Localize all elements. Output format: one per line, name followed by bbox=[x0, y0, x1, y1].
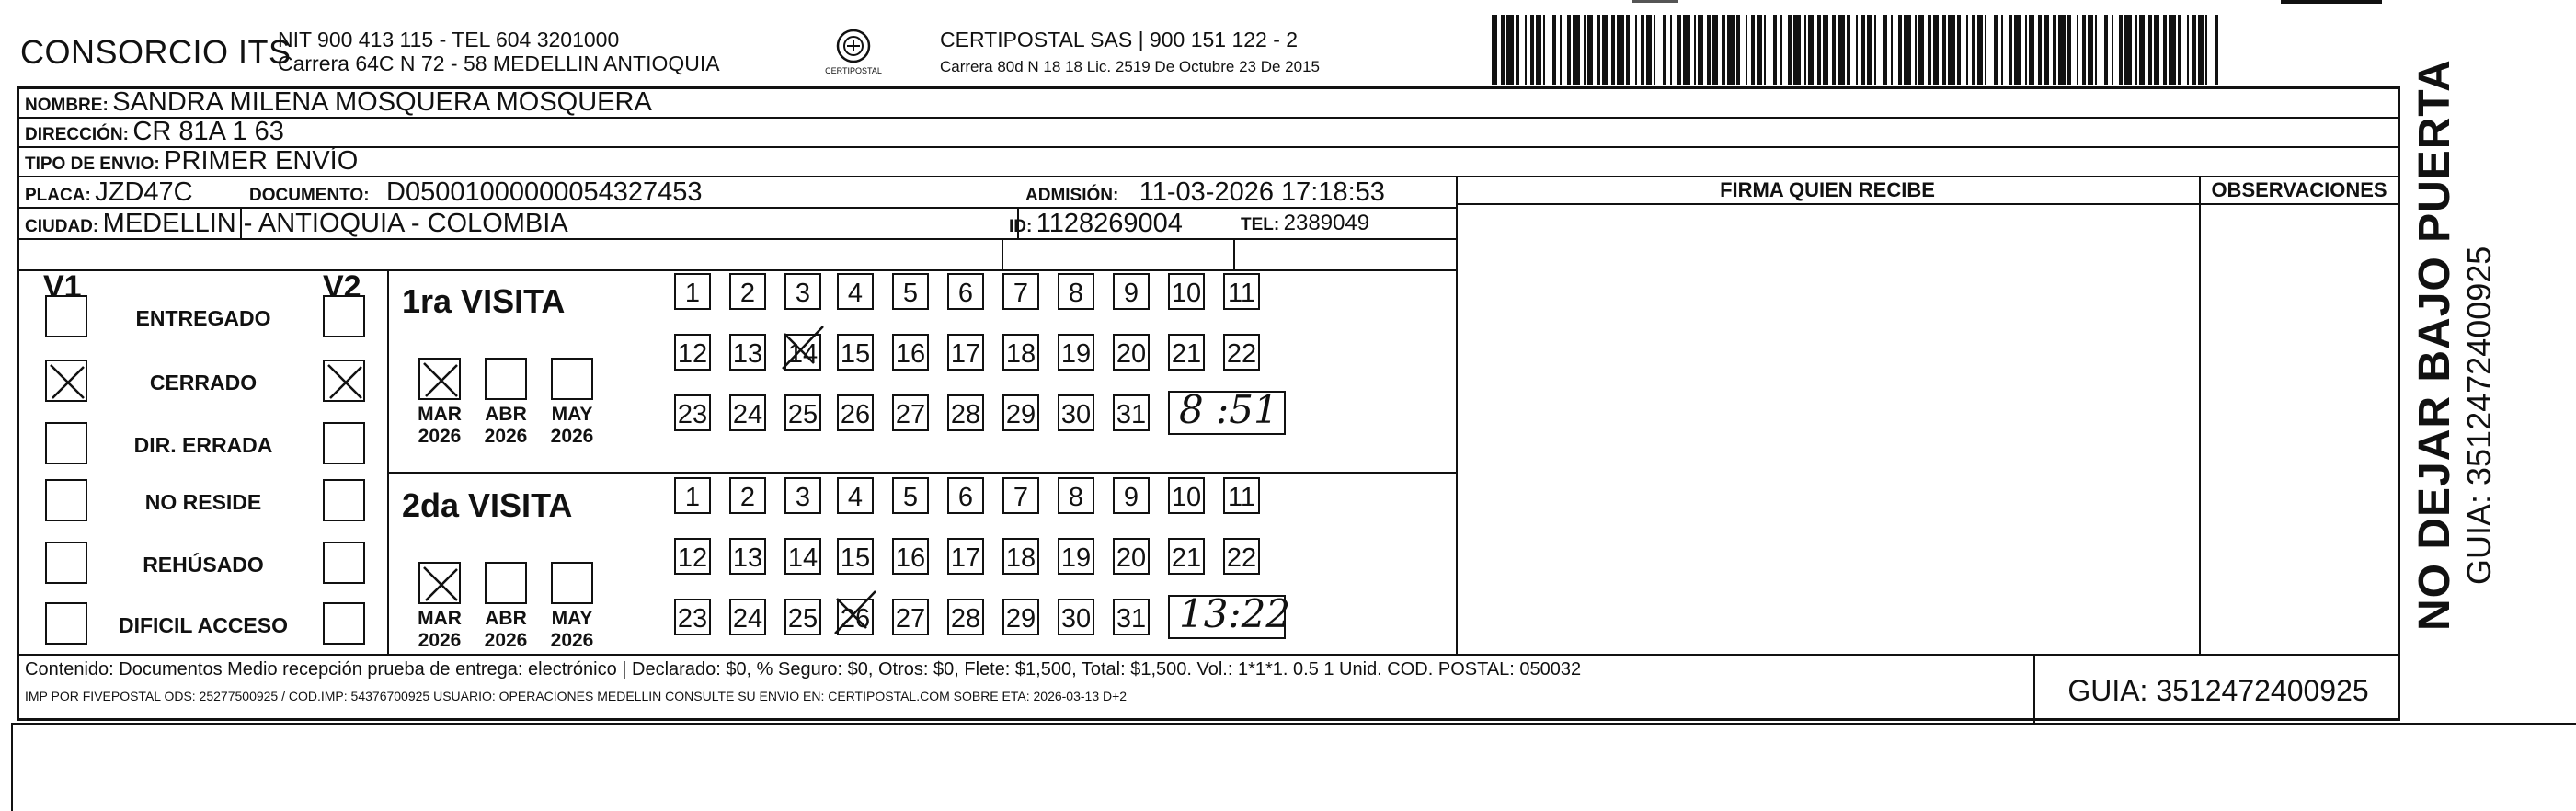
barcode-bar bbox=[1611, 15, 1615, 85]
id-label: ID: bbox=[1009, 217, 1033, 236]
barcode-bar bbox=[1736, 15, 1740, 85]
barcode-bar bbox=[2178, 15, 2181, 85]
day-box[interactable]: 13 bbox=[729, 334, 766, 371]
barcode-bar bbox=[1654, 15, 1655, 85]
barcode-bar bbox=[1856, 15, 1858, 85]
nit-line: NIT 900 413 115 - TEL 604 3201000 bbox=[278, 28, 620, 51]
barcode-bar bbox=[1764, 15, 1766, 85]
barcode-bar bbox=[2169, 15, 2176, 85]
month-label bbox=[407, 608, 472, 652]
day-box[interactable]: 3 bbox=[784, 477, 821, 514]
month-name: ABR bbox=[485, 608, 527, 629]
day-box[interactable]: 15 bbox=[837, 538, 874, 575]
handwritten-time-box[interactable] bbox=[1168, 387, 1286, 435]
barcode-bar bbox=[2044, 15, 2049, 85]
barcode-bar bbox=[1567, 15, 1571, 85]
documento-label: DOCUMENTO: bbox=[249, 186, 370, 205]
tipo-value: PRIMER ENVÍO bbox=[164, 146, 359, 176]
status-v1-checkbox[interactable] bbox=[45, 542, 87, 584]
barcode-bar bbox=[1847, 15, 1850, 85]
barcode-bar bbox=[1942, 15, 1946, 85]
barcode-bar bbox=[1933, 15, 1939, 85]
day-box[interactable]: 22 bbox=[1223, 334, 1260, 371]
day-box[interactable]: 20 bbox=[1113, 538, 1150, 575]
strike-mark-icon bbox=[777, 321, 832, 376]
barcode-bar bbox=[2082, 15, 2086, 85]
barcode-bar bbox=[1867, 15, 1872, 85]
barcode-bar bbox=[2192, 15, 2196, 85]
status-v1-checkbox[interactable] bbox=[45, 479, 87, 521]
day-box[interactable]: 27 bbox=[892, 599, 929, 635]
barcode-bar bbox=[1530, 15, 1534, 85]
barcode-bar bbox=[1712, 15, 1718, 85]
barcode-bar bbox=[2119, 15, 2123, 85]
barcode-bar bbox=[1727, 15, 1735, 85]
day-box[interactable]: 25 bbox=[784, 394, 821, 431]
day-box[interactable]: 5 bbox=[892, 477, 929, 514]
barcode-bar bbox=[1957, 15, 1961, 85]
barcode-bar bbox=[1915, 15, 1917, 85]
day-box[interactable]: 27 bbox=[892, 394, 929, 431]
status-label: ENTREGADO bbox=[135, 306, 271, 330]
status-v1-checkbox[interactable] bbox=[45, 295, 87, 337]
certipostal-logo bbox=[809, 28, 898, 79]
barcode-bar bbox=[1670, 15, 1672, 85]
strike-mark-icon bbox=[830, 586, 885, 641]
barcode-bar bbox=[1757, 15, 1762, 85]
day-box[interactable]: 1 bbox=[674, 273, 711, 310]
direccion-row bbox=[25, 117, 284, 147]
barcode-bar bbox=[1804, 15, 1806, 85]
barcode-bar bbox=[1663, 15, 1666, 85]
documento-value: D05001000000054327453 bbox=[386, 177, 703, 207]
status-v2-checkbox[interactable] bbox=[323, 602, 365, 645]
barcode-bar bbox=[2009, 15, 2012, 85]
barcode-bar bbox=[1773, 15, 1777, 85]
day-box[interactable]: 16 bbox=[892, 538, 929, 575]
barcode-bar bbox=[1891, 15, 1893, 85]
month-label bbox=[407, 404, 472, 448]
barcode-bar bbox=[1861, 15, 1865, 85]
barcode-bar bbox=[1722, 15, 1725, 85]
barcode-bar bbox=[1536, 15, 1541, 85]
admision-value: 11-03-2026 17:18:53 bbox=[1139, 177, 1385, 207]
barcode-bar bbox=[2067, 15, 2071, 85]
day-box[interactable]: 16 bbox=[892, 334, 929, 371]
barcode-bar bbox=[1597, 15, 1600, 85]
barcode-bar bbox=[1977, 15, 1983, 85]
month-name: MAY bbox=[551, 404, 593, 425]
barcode-bar bbox=[1883, 15, 1887, 85]
day-box[interactable]: 5 bbox=[892, 273, 929, 310]
barcode-bar bbox=[1516, 15, 1519, 85]
barcode-bar bbox=[1832, 15, 1836, 85]
visit-title: 2da VISITA bbox=[402, 486, 573, 524]
barcode-bar bbox=[2025, 15, 2027, 85]
barcode-bar bbox=[1898, 15, 1902, 85]
barcode-bar bbox=[1823, 15, 1828, 85]
barcode-bar bbox=[1492, 15, 1497, 85]
barcode-bar bbox=[2095, 15, 2097, 85]
barcode-bar bbox=[1838, 15, 1845, 85]
barcode-bar bbox=[1646, 15, 1652, 85]
handwritten-time-box[interactable] bbox=[1168, 591, 1291, 639]
barcode-bar bbox=[1817, 15, 1821, 85]
rule bbox=[1456, 203, 2398, 205]
day-box[interactable]: 9 bbox=[1113, 477, 1150, 514]
month-checkbox[interactable] bbox=[418, 562, 461, 604]
day-box[interactable]: 6 bbox=[947, 477, 984, 514]
day-box[interactable]: 8 bbox=[1058, 273, 1094, 310]
day-box[interactable]: 11 bbox=[1223, 477, 1260, 514]
firma-header: FIRMA QUIEN RECIBE bbox=[1720, 178, 1935, 201]
day-box[interactable]: 24 bbox=[729, 394, 766, 431]
barcode-bar bbox=[1985, 15, 1986, 85]
day-box[interactable]: 3 bbox=[784, 273, 821, 310]
barcode-bar bbox=[1617, 15, 1624, 85]
barcode-bar bbox=[1972, 15, 1975, 85]
day-box[interactable]: 31 bbox=[1113, 599, 1150, 635]
observaciones-header: OBSERVACIONES bbox=[2211, 178, 2387, 201]
ciudad-cell bbox=[25, 209, 568, 239]
barcode-bar bbox=[2187, 15, 2189, 85]
barcode-bar bbox=[1602, 15, 1608, 85]
status-label: DIFICIL ACCESO bbox=[118, 613, 288, 637]
barcode-bar bbox=[2154, 15, 2159, 85]
edge-mark bbox=[1632, 0, 1678, 6]
day-box[interactable]: 11 bbox=[1223, 273, 1260, 310]
day-box[interactable]: 26 bbox=[837, 394, 874, 431]
rule bbox=[19, 146, 2398, 148]
checkmark-x-icon bbox=[325, 361, 367, 404]
month-checkbox[interactable] bbox=[485, 358, 527, 400]
month-label bbox=[540, 404, 604, 448]
barcode-bar bbox=[2205, 15, 2207, 85]
barcode-bar bbox=[1694, 15, 1696, 85]
v1-label: V1 bbox=[43, 269, 82, 304]
header bbox=[0, 0, 2576, 87]
day-box[interactable]: 10 bbox=[1168, 477, 1205, 514]
observaciones-area[interactable] bbox=[2203, 207, 2396, 652]
day-box[interactable]: 2 bbox=[729, 273, 766, 310]
barcode-bar bbox=[2163, 15, 2167, 85]
delivery-form bbox=[17, 86, 2400, 721]
rule bbox=[1233, 238, 1235, 269]
day-box[interactable]: 26 bbox=[837, 599, 874, 635]
certipostal-address: Carrera 80d N 18 18 Lic. 2519 De Octubre 23 De 2015 bbox=[940, 58, 1320, 75]
day-box[interactable]: 12 bbox=[674, 334, 711, 371]
barcode-bar bbox=[1573, 15, 1580, 85]
status-label: DIR. ERRADA bbox=[133, 433, 273, 457]
side-text bbox=[2410, 59, 2499, 631]
status-label: REHÚSADO bbox=[143, 553, 264, 577]
rule bbox=[19, 654, 2398, 656]
barcode-bar bbox=[1874, 15, 1876, 85]
barcode-bar bbox=[1525, 15, 1527, 85]
placa-cell bbox=[25, 177, 193, 208]
day-box[interactable]: 14 bbox=[784, 538, 821, 575]
barcode-bar bbox=[1641, 15, 1644, 85]
signature-area[interactable] bbox=[1460, 207, 2197, 652]
barcode-bar bbox=[2001, 15, 2003, 85]
day-box[interactable]: 2 bbox=[729, 477, 766, 514]
nombre-label: NOMBRE: bbox=[25, 96, 109, 115]
imp-text: IMP POR FIVEPOSTAL ODS: 25277500925 / COD.IMP: 54376700925 USUARIO: OPERACIONES MEDELLIN CONSULTE SU ENVIO EN: CERTIPOSTAL.COM SOBRE ETA: 2026-03-13 D+2 bbox=[25, 689, 1128, 703]
barcode-bar bbox=[1587, 15, 1593, 85]
ciudad-label: CIUDAD: bbox=[25, 217, 99, 236]
day-box[interactable]: 31 bbox=[1113, 394, 1150, 431]
barcode-bar bbox=[2215, 15, 2218, 85]
edge-mark bbox=[2281, 0, 2382, 9]
handwritten-time: 8 :51 bbox=[1179, 387, 1278, 432]
rule bbox=[2398, 176, 2399, 654]
month-year: 2026 bbox=[550, 630, 594, 651]
day-box[interactable]: 8 bbox=[1058, 477, 1094, 514]
day-box[interactable]: 29 bbox=[1002, 599, 1039, 635]
status-v2-checkbox[interactable] bbox=[323, 542, 365, 584]
v2-label: V2 bbox=[323, 269, 361, 304]
barcode-bar bbox=[1746, 15, 1747, 85]
month-year: 2026 bbox=[418, 630, 462, 651]
day-box[interactable]: 13 bbox=[729, 538, 766, 575]
barcode-bar bbox=[1683, 15, 1690, 85]
contenido-text: Contenido: Documentos Medio recepción prueba de entrega: electrónico | Declarado: $0, % Seguro: $0, Otros: $0, Flete: $1,500, Total: $1,500. Vol.: 1*1*1. 0.5 1 Unid. COD. POSTAL: 050032 bbox=[25, 659, 1582, 680]
month-checkbox[interactable] bbox=[551, 358, 593, 400]
day-box[interactable]: 4 bbox=[837, 273, 874, 310]
status-v2-checkbox[interactable] bbox=[323, 295, 365, 337]
barcode-bar bbox=[2198, 15, 2204, 85]
handwritten-time: 13:22 bbox=[1179, 591, 1291, 636]
barcode bbox=[1492, 15, 2227, 85]
month-checkbox[interactable] bbox=[485, 562, 527, 604]
admision-label: ADMISIÓN: bbox=[1025, 186, 1119, 205]
logo-caption: CERTIPOSTAL bbox=[825, 66, 882, 75]
address-line: Carrera 64C N 72 - 58 MEDELLIN ANTIOQUIA bbox=[278, 51, 720, 75]
day-box[interactable]: 21 bbox=[1168, 334, 1205, 371]
barcode-bar bbox=[2124, 15, 2132, 85]
month-label bbox=[540, 608, 604, 652]
barcode-bar bbox=[2088, 15, 2093, 85]
barcode-bar bbox=[1677, 15, 1681, 85]
barcode-bar bbox=[1918, 15, 1924, 85]
barcode-bar bbox=[1904, 15, 1911, 85]
month-label bbox=[474, 404, 538, 448]
day-box[interactable]: 24 bbox=[729, 599, 766, 635]
day-box[interactable]: 12 bbox=[674, 538, 711, 575]
barcode-bar bbox=[2029, 15, 2034, 85]
barcode-bar bbox=[2112, 15, 2113, 85]
tipo-row bbox=[25, 146, 358, 177]
documento-cell bbox=[249, 177, 703, 208]
barcode-bar bbox=[1584, 15, 1586, 85]
day-box[interactable]: 14 bbox=[784, 334, 821, 371]
status-v1-checkbox[interactable] bbox=[45, 602, 87, 645]
id-cell bbox=[1009, 209, 1183, 239]
day-box[interactable]: 19 bbox=[1058, 538, 1094, 575]
logo-icon bbox=[809, 28, 898, 68]
status-v2-checkbox[interactable] bbox=[323, 479, 365, 521]
checkmark-x-icon bbox=[420, 360, 463, 402]
status-v1-checkbox[interactable] bbox=[45, 360, 87, 402]
day-box[interactable]: 22 bbox=[1223, 538, 1260, 575]
no-dejar-bajo-puerta: NO DEJAR BAJO PUERTA bbox=[2410, 59, 2459, 631]
day-box[interactable]: 28 bbox=[947, 599, 984, 635]
tel-cell bbox=[1241, 211, 1369, 236]
direccion-label: DIRECCIÓN: bbox=[25, 125, 129, 144]
barcode-bar bbox=[2038, 15, 2042, 85]
barcode-bar bbox=[1501, 15, 1505, 85]
day-box[interactable]: 29 bbox=[1002, 394, 1039, 431]
side-guia: GUIA: 3512472400925 bbox=[2460, 246, 2498, 585]
day-box[interactable]: 20 bbox=[1113, 334, 1150, 371]
visit-title: 1ra VISITA bbox=[402, 282, 566, 320]
certipostal-line: CERTIPOSTAL SAS | 900 151 122 - 2 bbox=[940, 28, 1299, 51]
rule bbox=[2033, 654, 2035, 724]
day-box[interactable]: 17 bbox=[947, 334, 984, 371]
day-box[interactable]: 1 bbox=[674, 477, 711, 514]
rule bbox=[1456, 176, 1458, 654]
nombre-row bbox=[25, 87, 652, 118]
day-box[interactable]: 9 bbox=[1113, 273, 1150, 310]
checkmark-x-icon bbox=[420, 564, 463, 606]
month-name: ABR bbox=[485, 404, 527, 425]
id-value: 1128269004 bbox=[1036, 209, 1183, 238]
paper-edge bbox=[11, 723, 2576, 811]
barcode-bar bbox=[1751, 15, 1755, 85]
day-box[interactable]: 30 bbox=[1058, 394, 1094, 431]
month-year: 2026 bbox=[418, 426, 462, 447]
tipo-label: TIPO DE ENVIO: bbox=[25, 154, 160, 174]
status-label: NO RESIDE bbox=[144, 490, 262, 514]
day-box[interactable]: 7 bbox=[1002, 477, 1039, 514]
barcode-bar bbox=[1560, 15, 1562, 85]
barcode-bar bbox=[1626, 15, 1630, 85]
barcode-bar bbox=[1788, 15, 1792, 85]
day-box[interactable]: 23 bbox=[674, 394, 711, 431]
status-v2-checkbox[interactable] bbox=[323, 360, 365, 402]
month-year: 2026 bbox=[484, 426, 528, 447]
barcode-bar bbox=[2014, 15, 2021, 85]
day-box[interactable]: 30 bbox=[1058, 599, 1094, 635]
month-checkbox[interactable] bbox=[551, 562, 593, 604]
barcode-bar bbox=[1707, 15, 1711, 85]
month-label bbox=[474, 608, 538, 652]
rule bbox=[387, 269, 389, 654]
company-info bbox=[278, 28, 720, 75]
day-box[interactable]: 28 bbox=[947, 394, 984, 431]
barcode-bar bbox=[1635, 15, 1637, 85]
barcode-bar bbox=[2104, 15, 2108, 85]
day-box[interactable]: 4 bbox=[837, 477, 874, 514]
barcode-bar bbox=[1552, 15, 1556, 85]
day-box[interactable]: 23 bbox=[674, 599, 711, 635]
barcode-bar bbox=[1808, 15, 1814, 85]
month-year: 2026 bbox=[550, 426, 594, 447]
day-box[interactable]: 18 bbox=[1002, 334, 1039, 371]
barcode-bar bbox=[2148, 15, 2152, 85]
month-year: 2026 bbox=[484, 630, 528, 651]
status-label: CERRADO bbox=[149, 371, 258, 394]
month-name: MAR bbox=[418, 404, 462, 425]
barcode-bar bbox=[1994, 15, 1998, 85]
barcode-bar bbox=[1543, 15, 1545, 85]
placa-value: JZD47C bbox=[95, 177, 193, 207]
day-box[interactable]: 19 bbox=[1058, 334, 1094, 371]
status-v2-checkbox[interactable] bbox=[323, 422, 365, 464]
company-name: CONSORCIO ITS bbox=[20, 33, 292, 71]
rule bbox=[19, 269, 1456, 271]
tel-value: 2389049 bbox=[1283, 211, 1370, 235]
barcode-bar bbox=[2077, 15, 2078, 85]
nombre-value: SANDRA MILENA MOSQUERA MOSQUERA bbox=[112, 87, 652, 117]
day-box[interactable]: 10 bbox=[1168, 273, 1205, 310]
barcode-bar bbox=[1780, 15, 1782, 85]
rule bbox=[1002, 238, 1003, 269]
day-box[interactable]: 25 bbox=[784, 599, 821, 635]
barcode-bar bbox=[1506, 15, 1514, 85]
barcode-bar bbox=[2139, 15, 2145, 85]
day-box[interactable]: 7 bbox=[1002, 273, 1039, 310]
barcode-bar bbox=[1793, 15, 1801, 85]
certipostal-info bbox=[940, 26, 1320, 81]
day-box[interactable]: 18 bbox=[1002, 538, 1039, 575]
rule bbox=[387, 472, 1456, 474]
status-v1-checkbox[interactable] bbox=[45, 422, 87, 464]
barcode-bar bbox=[2058, 15, 2066, 85]
barcode-bar bbox=[2135, 15, 2137, 85]
month-name: MAY bbox=[551, 608, 593, 629]
day-box[interactable]: 6 bbox=[947, 273, 984, 310]
month-checkbox[interactable] bbox=[418, 358, 461, 400]
barcode-bar bbox=[1698, 15, 1703, 85]
month-name: MAR bbox=[418, 608, 462, 629]
barcode-bar bbox=[1928, 15, 1931, 85]
admision-cell bbox=[1025, 177, 1385, 208]
ciudad-value: MEDELLIN - ANTIOQUIA - COLOMBIA bbox=[102, 209, 568, 238]
tel-label: TEL: bbox=[1241, 215, 1280, 234]
direccion-value: CR 81A 1 63 bbox=[132, 117, 284, 146]
barcode-bar bbox=[1966, 15, 1968, 85]
guia-footer: GUIA: 3512472400925 bbox=[2067, 674, 2369, 707]
day-box[interactable]: 17 bbox=[947, 538, 984, 575]
day-box[interactable]: 15 bbox=[837, 334, 874, 371]
rule bbox=[2199, 176, 2201, 654]
placa-label: PLACA: bbox=[25, 186, 91, 205]
day-box[interactable]: 21 bbox=[1168, 538, 1205, 575]
barcode-bar bbox=[2053, 15, 2056, 85]
barcode-bar bbox=[1948, 15, 1955, 85]
